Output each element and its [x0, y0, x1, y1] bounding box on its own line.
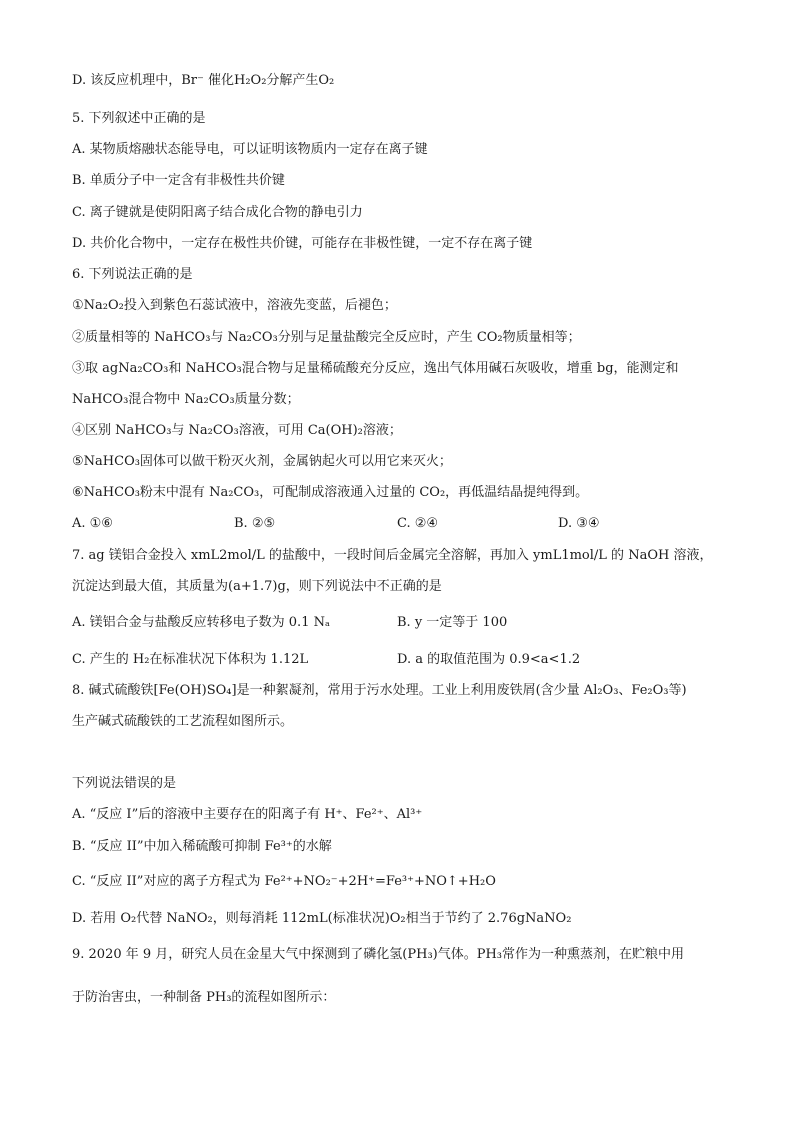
q8-stem-line2: 生产碱式硫酸铁的工艺流程如图所示。 [72, 714, 294, 729]
q8-option-b: B. “反应 II”中加入稀硫酸可抑制 Fe³⁺的水解 [72, 839, 332, 854]
q7-stem-line2: 沉淀达到最大值，其质量为(a+1.7)g，则下列说法中不正确的是 [72, 579, 442, 594]
q6-statement-3-cont: NaHCO₃混合物中 Na₂CO₃质量分数； [72, 392, 300, 407]
q4-option-d: D. 该反应机理中，Br⁻ 催化H₂O₂分解产生O₂ [72, 73, 335, 88]
q5-option-a: A. 某物质熔融状态能导电，可以证明该物质内一定存在离子键 [72, 142, 428, 157]
q6-option-a: A. ①⑥ [72, 516, 113, 531]
q6-statement-2: ②质量相等的 NaHCO₃与 Na₂CO₃分别与足量盐酸完全反应时，产生 CO₂物质量相等； [72, 330, 581, 345]
q6-statement-1: ①Na₂O₂投入到紫色石蕊试液中，溶液先变蓝，后褪色； [72, 298, 397, 313]
q5-stem: 5. 下列叙述中正确的是 [72, 111, 206, 126]
q5-option-b: B. 单质分子中一定含有非极性共价键 [72, 173, 285, 188]
q6-statement-3: ③取 agNa₂CO₃和 NaHCO₃混合物与足量稀硫酸充分反应，逸出气体用碱石灰吸收，增重 bg，能测定和 [72, 361, 679, 376]
q6-stem: 6. 下列说法正确的是 [72, 267, 193, 282]
q6-statement-6: ⑥NaHCO₃粉末中混有 Na₂CO₃，可配制成溶液通入过量的 CO₂，再低温结晶提纯得到。 [72, 485, 589, 500]
q5-option-d: D. 共价化合物中，一定存在极性共价键，可能存在非极性键，一定不存在离子键 [72, 236, 533, 251]
q7-option-a: A. 镁铝合金与盐酸反应转移电子数为 0.1 Nₐ [72, 615, 330, 630]
q6-statement-4: ④区别 NaHCO₃与 Na₂CO₃溶液，可用 Ca(OH)₂溶液； [72, 423, 402, 438]
q9-stem-line2: 于防治害虫，一种制备 PH₃的流程如图所示： [72, 990, 336, 1005]
q7-option-c: C. 产生的 H₂在标准状况下体积为 1.12L [72, 652, 309, 667]
q9-stem-line1: 9. 2020 年 9 月，研究人员在金星大气中探测到了磷化氢(PH₃)气体。PH₃常作为一种熏蒸剂，在贮粮中用 [72, 947, 685, 962]
q6-option-d: D. ③④ [558, 516, 600, 531]
q8-option-c: C. “反应 II”对应的离子方程式为 Fe²⁺+NO₂⁻+2H⁺=Fe³⁺+NO↑+H₂O [72, 874, 496, 889]
q6-option-b: B. ②⑤ [234, 516, 276, 531]
q5-option-c: C. 离子键就是使阴阳离子结合成化合物的静电引力 [72, 205, 363, 220]
q6-option-c: C. ②④ [397, 516, 439, 531]
q6-statement-5: ⑤NaHCO₃固体可以做干粉灭火剂，金属钠起火可以用它来灭火； [72, 454, 452, 469]
q8-option-d: D. 若用 O₂代替 NaNO₂，则每消耗 112mL(标准状况)O₂相当于节约了 2.76gNaNO₂ [72, 911, 572, 926]
q8-stem-line1: 8. 碱式硫酸铁[Fe(OH)SO₄]是一种絮凝剂，常用于污水处理。工业上利用废铁屑(含少量 Al₂O₃、Fe₂O₃等) [72, 683, 687, 698]
q7-option-d: D. a 的取值范围为 0.9<a<1.2 [397, 652, 581, 667]
q8-option-a: A. “反应 I”后的溶液中主要存在的阳离子有 H⁺、Fe²⁺、Al³⁺ [72, 807, 423, 822]
q7-stem-line1: 7. ag 镁铝合金投入 xmL2mol/L 的盐酸中，一段时间后金属完全溶解，再加入 ymL1mol/L 的 NaOH 溶液， [72, 548, 713, 563]
q8-question: 下列说法错误的是 [72, 776, 177, 791]
q7-option-b: B. y 一定等于 100 [397, 615, 508, 630]
